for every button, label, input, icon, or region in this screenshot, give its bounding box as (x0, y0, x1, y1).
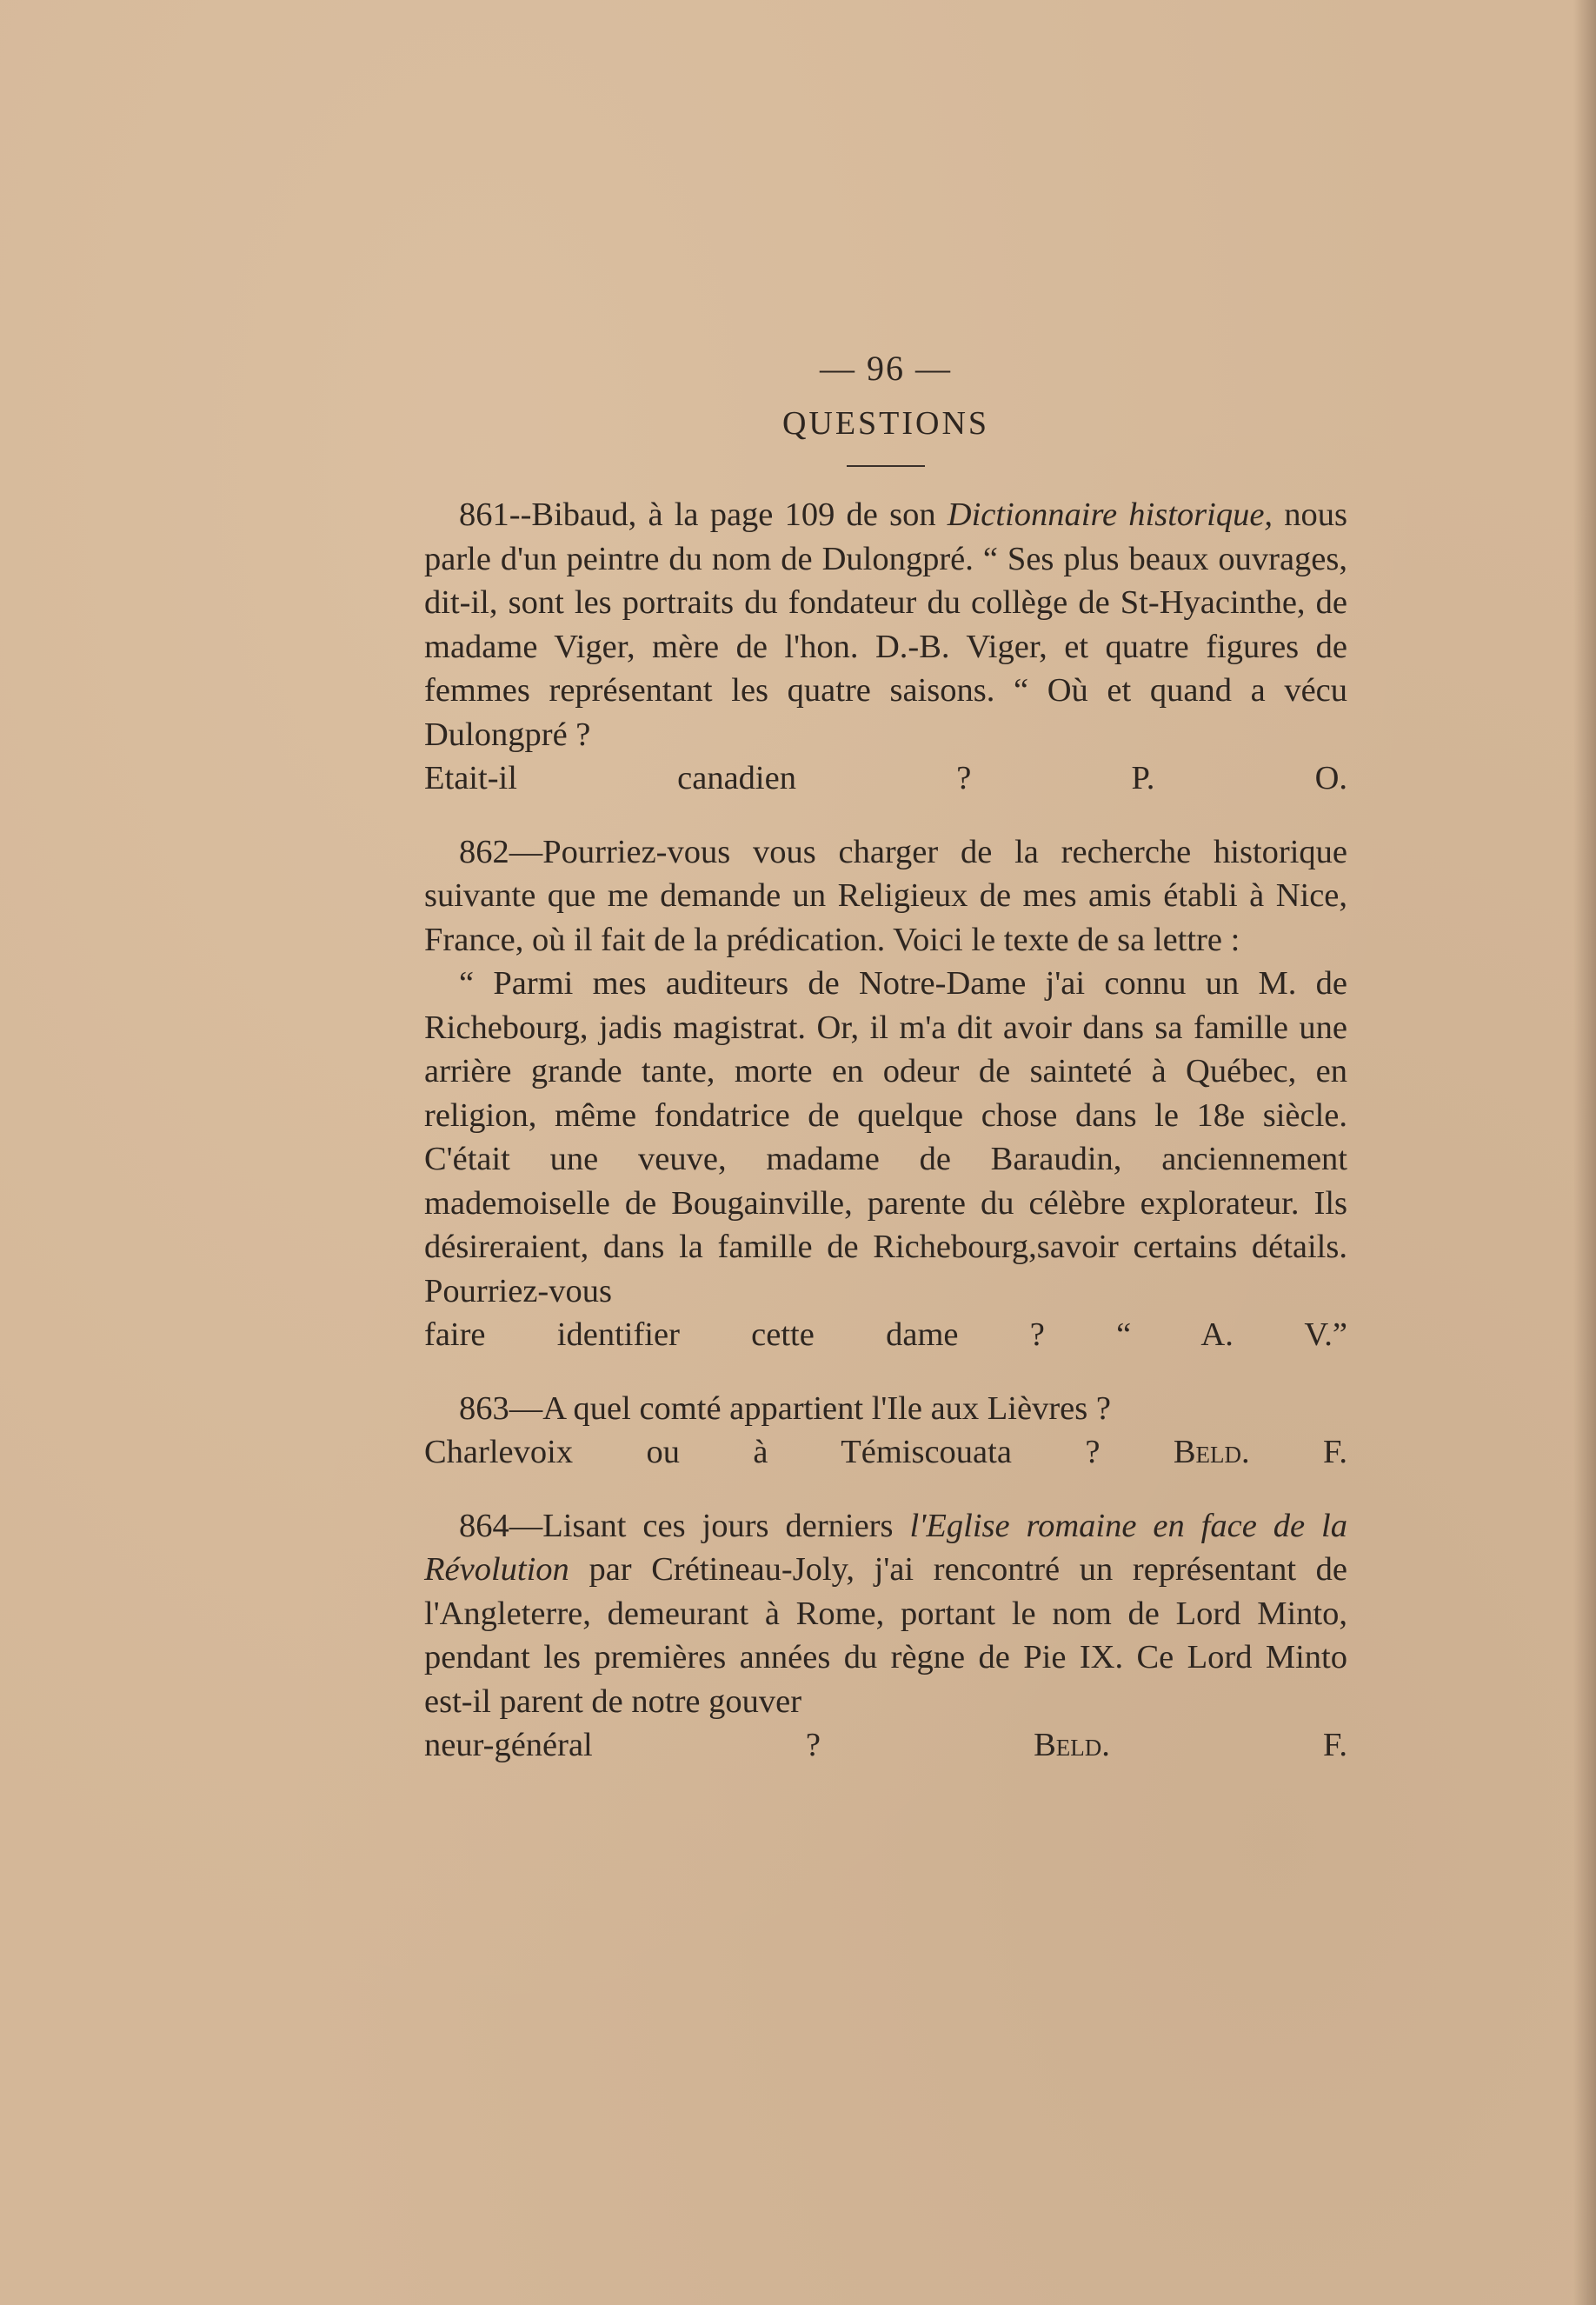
question-text-cont: nous parle d'un peintre du nom de Dulongpré. “ Ses plus beaux ouvrages, dit-il, sont les portraits du fondateur du collège de St-Hyacinthe, de madame Viger, mère de l'hon. D.-B. Viger, et quatre figures de femmes représentant les quatre saisons. “ Où et quand a vécu Dulongpré ? (424, 496, 1347, 753)
question-text: A quel comté appartient l'Ile aux Lièvres ? (542, 1389, 1111, 1427)
question-body (424, 830, 1347, 963)
title-rule (847, 465, 925, 467)
section-title: QUESTIONS (781, 405, 990, 442)
question-dash: -- (509, 496, 532, 533)
question-last-line: Charlevoix ou à Témiscouata ? (424, 1434, 1101, 1470)
question-signature: “ A. V.” (1116, 1316, 1347, 1353)
question-number: 863 (459, 1389, 509, 1427)
question-dash: — (509, 1507, 543, 1544)
book-title: Dictionnaire historique, (947, 496, 1273, 533)
question-number: 864 (459, 1507, 509, 1544)
question-dash: — (509, 1389, 543, 1427)
question-signature: P. O. (1131, 760, 1347, 796)
page-edge-shadow (1573, 0, 1596, 2305)
question-text-cont: par Crétineau-Joly, j'ai rencontré un représentant de l'Angleterre, demeurant à Rome, portant le nom de Lord Minto, pendant les premières années du règne de Pie IX. Ce Lord Minto est-il parent de notre gouver (424, 1551, 1347, 1720)
page-number: — 96 — (820, 349, 952, 388)
question-dash: — (509, 833, 543, 870)
question-864 (424, 1504, 1347, 1768)
question-body (424, 493, 1347, 756)
question-closing-line (424, 1430, 1347, 1475)
question-text: Pourriez-vous vous charger de la recherche historique suivante que me demande un Religieux de mes amis établi à Nice, France, où il fait de la prédication. Voici le texte de sa lettre : (424, 833, 1347, 958)
question-closing-line (424, 756, 1347, 801)
quoted-letter: “ Parmi mes auditeurs de Notre-Dame j'ai connu un M. de Richebourg, jadis magistrat. Or, il m'a dit avoir dans sa famille une arrière grande tante, morte en odeur de sainteté à Québec, en religion, même fondatrice de quelque chose dans le 18e siècle. C'était une veuve, madame de Baraudin, anciennement mademoiselle de Bougainville, parente du célèbre explorateur. Ils désireraient, dans la famille de Richebourg,savoir certains détails. Pourriez-vous (424, 965, 1347, 1309)
page-content (424, 348, 1347, 1768)
question-last-line: Etait-il canadien ? (424, 760, 972, 796)
question-signature: Beld. F. (1034, 1727, 1347, 1763)
question-closing-line (424, 1723, 1347, 1768)
question-863 (424, 1387, 1347, 1475)
question-signature: Beld. F. (1173, 1434, 1348, 1470)
question-862 (424, 830, 1347, 1357)
question-text: Lisant ces jours derniers (542, 1507, 910, 1544)
question-last-line: faire identifier cette dame ? (424, 1316, 1045, 1353)
question-text: Bibaud, à la page 109 de son (531, 496, 948, 533)
question-number: 862 (459, 833, 509, 870)
question-closing-line (424, 1313, 1347, 1357)
question-last-line: neur-général ? (424, 1727, 821, 1763)
question-861 (424, 493, 1347, 801)
question-body (424, 1504, 1347, 1724)
question-body (424, 1387, 1347, 1431)
question-number: 861 (459, 496, 509, 533)
book-title: l'Eglise romaine en face de la Révolution (424, 1507, 1347, 1588)
